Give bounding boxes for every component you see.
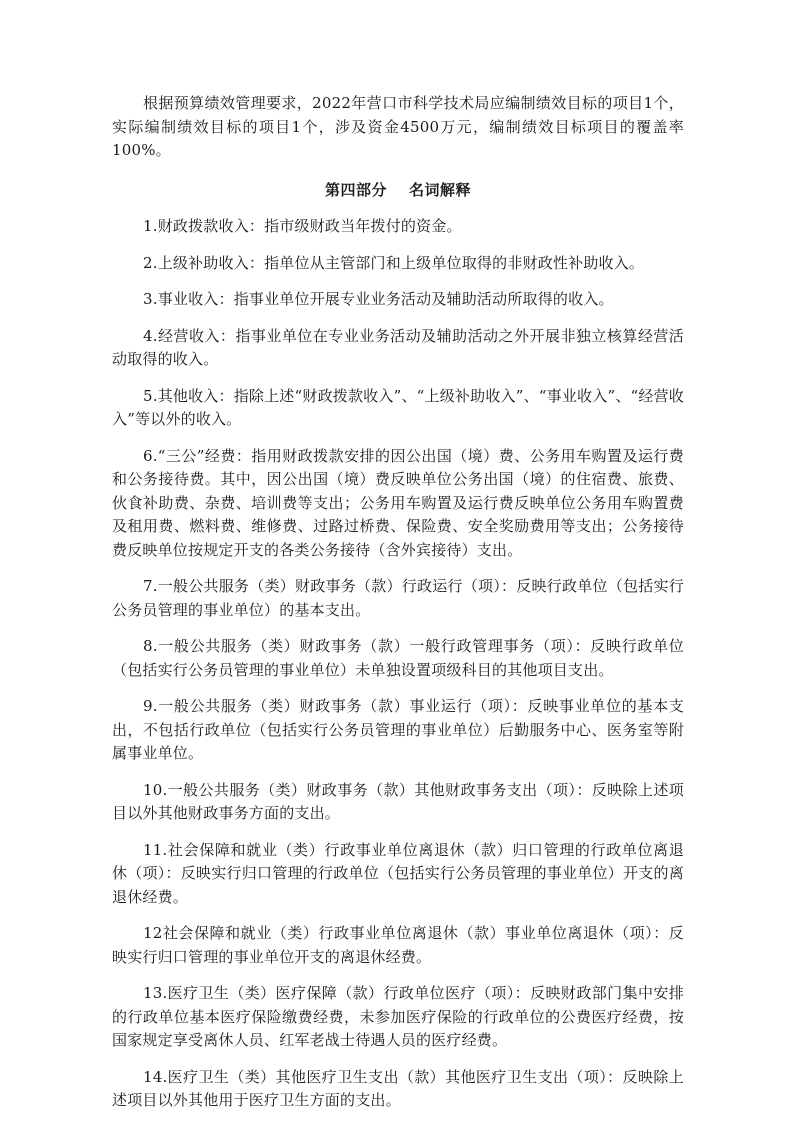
section-heading <box>112 179 684 203</box>
definition-item: 11.社会保障和就业（类）行政事业单位离退休（款）归口管理的行政单位离退休（项）：反映实行归口管理的行政单位（包括实行公务员管理的事业单位）开支的离退休经费。 <box>112 840 684 906</box>
definition-item: 7.一般公共服务（类）财政事务（款）行政运行（项）：反映行政单位（包括实行公务员管理的事业单位）的基本支出。 <box>112 577 684 619</box>
definition-item: 4.经营收入：指事业单位在专业业务活动及辅助活动之外开展非独立核算经营活动取得的收入。 <box>112 326 684 368</box>
definition-item: 3.事业收入：指事业单位开展专业业务活动及辅助活动所取得的收入。 <box>143 290 614 308</box>
definition-item: 10.一般公共服务（类）财政事务（款）其他财政事务支出（项）：反映除上述项目以外其他财政事务方面的支出。 <box>112 780 684 822</box>
section-part-label: 第四部分 <box>324 180 387 199</box>
definition-item: 1.财政拨款收入：指市级财政当年拨付的资金。 <box>143 217 462 235</box>
definition-item: 5.其他收入：指除上述“财政拨款收入”、“上级补助收入”、“事业收入”、“经营收入”等以外的收入。 <box>112 386 684 428</box>
section-title: 名词解释 <box>409 180 472 199</box>
definition-item: 6.“三公”经费：指用财政拨款安排的因公出国（境）费、公务用车购置及运行费和公务接待费。其中，因公出国（境）费反映单位公务出国（境）的住宿费、旅费、伙食补助费、杂费、培训费等支出；公务用车购置及运行费反映单位公务用车购置费及租用费、燃料费、维修费、过路过桥费、保险费、安全奖励费用等支出；公务接待费反映单位按规定开支的各类公务接待（含外宾接待）支出。 <box>112 446 684 559</box>
document-page <box>112 92 684 1126</box>
intro-paragraph: 根据预算绩效管理要求，2022年营口市科学技术局应编制绩效目标的项目1个，实际编制绩效目标的项目1个，涉及资金4500万元，编制绩效目标项目的覆盖率100%。 <box>112 94 684 159</box>
definition-item: 2.上级补助收入：指单位从主管部门和上级单位取得的非财政性补助收入。 <box>143 253 645 272</box>
definition-item: 9.一般公共服务（类）财政事务（款）事业运行（项）：反映事业单位的基本支出，不包括行政单位（包括实行公务员管理的事业单位）后勤服务中心、医务室等附属事业单位。 <box>112 697 684 762</box>
definition-item: 13.医疗卫生（类）医疗保障（款）行政单位医疗（项）：反映财政部门集中安排的行政单位基本医疗保险缴费经费，未参加医疗保险的行政单位的公费医疗经费，按国家规定享受离休人员、红军老战士待遇人员的医疗经费。 <box>112 984 684 1049</box>
definition-item: 12社会保障和就业（类）行政事业单位离退休（款）事业单位离退休（项）：反映实行归口管理的事业单位开支的离退休经费。 <box>112 924 684 966</box>
definition-item: 14.医疗卫生（类）其他医疗卫生支出（款）其他医疗卫生支出（项）：反映除上述项目以外其他用于医疗卫生方面的支出。 <box>112 1067 684 1109</box>
definition-item: 8.一般公共服务（类）财政事务（款）一般行政管理事务（项）：反映行政单位（包括实行公务员管理的事业单位）未单独设置项级科目的其他项目支出。 <box>112 637 684 679</box>
